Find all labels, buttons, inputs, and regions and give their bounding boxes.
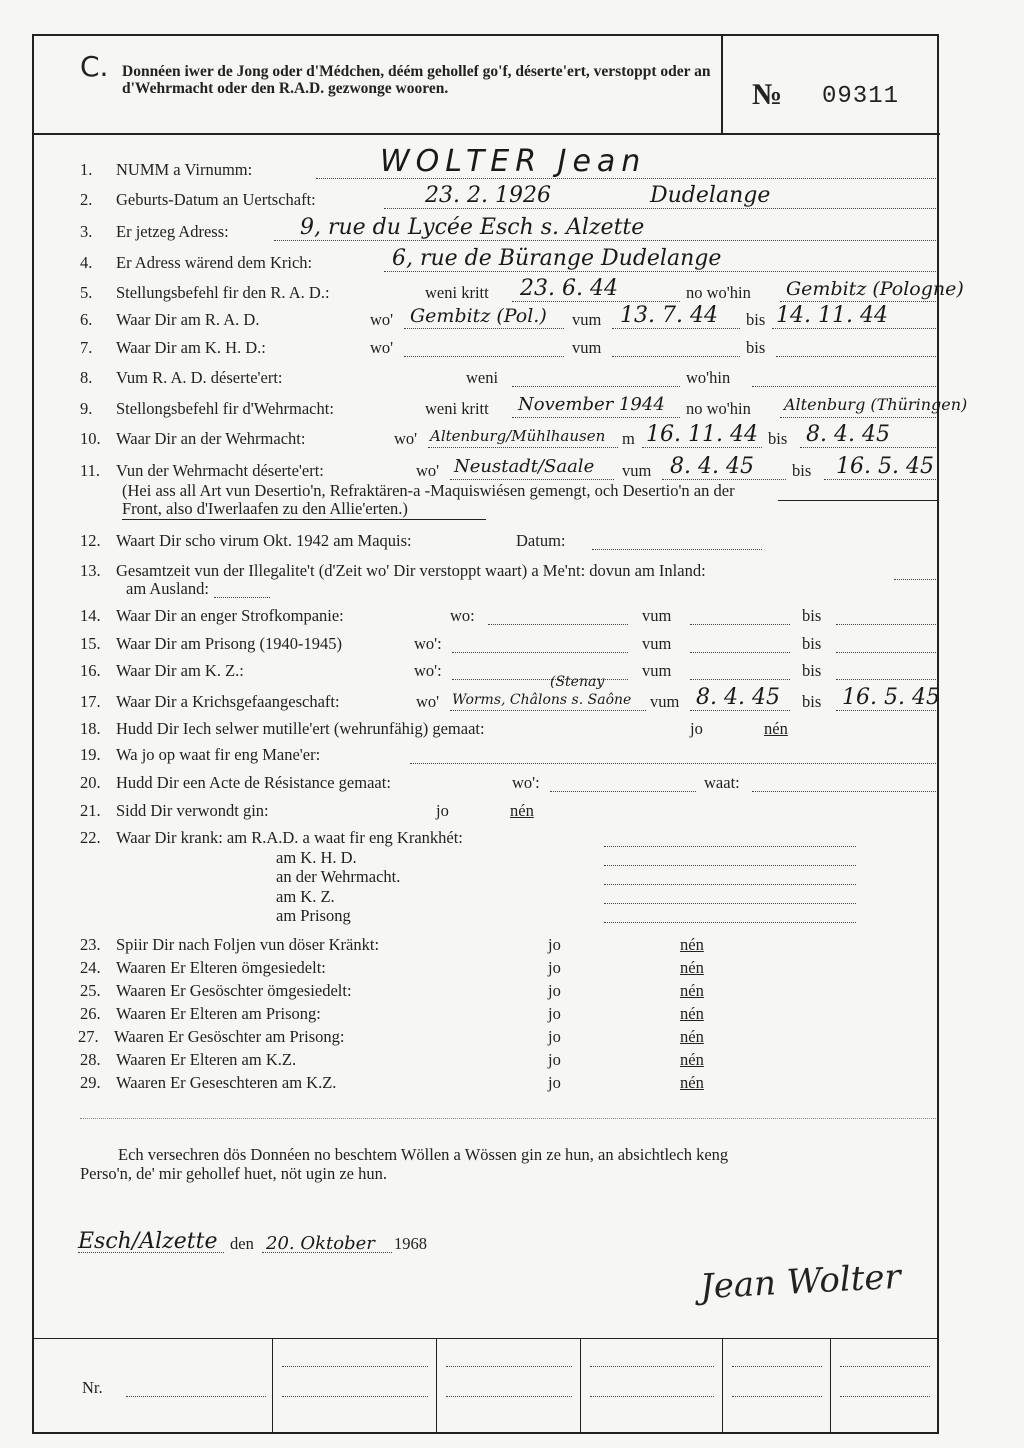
item-2: 2. Geburts-Datum an Uertschaft: (80, 190, 316, 209)
form-text: no wo'hin (686, 399, 751, 418)
fill-line (404, 328, 564, 329)
fill-line (404, 356, 564, 357)
form-text: bis (802, 606, 822, 625)
item-17: 17. Waar Dir a Krichsgefaangeschaft: (80, 692, 340, 711)
handwritten-entry: 16. 5. 45 (836, 454, 934, 479)
form-text (722, 1338, 723, 1434)
fill-line (274, 240, 936, 241)
fill-line (384, 208, 936, 209)
form-text: wo' (416, 461, 440, 480)
item-29: 29. Waaren Er Geseschteren am K.Z. (80, 1073, 337, 1092)
form-text: an der Wehrmacht. (276, 867, 401, 886)
item-1: 1. NUMM a Virnumm: (80, 160, 253, 179)
form-text: jo (548, 1050, 561, 1069)
form-text (436, 1338, 437, 1434)
fill-line (612, 356, 740, 357)
fill-line (752, 791, 936, 792)
form-text: bis (768, 429, 788, 448)
form-text: nén (680, 1004, 704, 1023)
form-text: no wo'hin (686, 283, 751, 302)
form-text: weni kritt (425, 399, 489, 418)
fill-line (450, 479, 614, 480)
form-text: Datum: (516, 531, 566, 550)
fill-line (690, 652, 790, 653)
section-title: Donnéen iwer de Jong oder d'Médchen, déém gehollef go'f, déserte'ert, verstoppt oder an d'Wehrmacht oder den R.A.D. gezwonge wooren. (122, 63, 711, 97)
handwritten-entry: 23. 6. 44 (520, 276, 618, 301)
fill-line (590, 1366, 714, 1367)
form-text: vum (622, 461, 652, 480)
item-19: 19. Wa jo op waat fir eng Mane'er: (80, 745, 321, 764)
item-7: 7. Waar Dir am K. H. D.: (80, 338, 266, 357)
fill-line (662, 479, 786, 480)
form-text: wo': (512, 773, 540, 792)
fill-line (780, 301, 936, 302)
header-divider (34, 133, 940, 135)
fill-line (214, 597, 270, 598)
form-text: wo' (416, 692, 440, 711)
handwritten-entry: (Stenay (550, 674, 605, 690)
form-text: wo': (414, 634, 442, 653)
item-9: 9. Stellongsbefehl fir d'Wehrmacht: (80, 399, 334, 418)
fill-line (262, 1252, 392, 1253)
form-text: waat: (704, 773, 740, 792)
fill-line (590, 1396, 714, 1397)
form-text: nén (680, 1050, 704, 1069)
form-text: den (230, 1234, 254, 1253)
form-text: wo' (370, 310, 394, 329)
fill-line (550, 791, 696, 792)
fill-line (604, 884, 856, 885)
fill-line (836, 652, 936, 653)
form-text (778, 500, 938, 501)
fill-line (836, 624, 936, 625)
handwritten-entry: Gembitz (Pol.) (410, 305, 547, 327)
form-text: am Ausland: (126, 579, 209, 598)
item-25: 25. Waaren Er Gesöschter ömgesiedelt: (80, 981, 352, 1000)
fill-line (592, 549, 762, 550)
signature: Jean Wolter (699, 1256, 902, 1308)
handwritten-entry: 13. 7. 44 (620, 303, 718, 328)
fill-line (800, 447, 936, 448)
item-24: 24. Waaren Er Elteren ömgesiedelt: (80, 958, 326, 977)
fill-line (780, 417, 936, 418)
handwritten-entry: Altenburg (Thüringen) (784, 395, 968, 414)
form-text: nén (680, 1027, 704, 1046)
number-sign: № (752, 78, 783, 111)
item-14: 14. Waar Dir an enger Strofkompanie: (80, 606, 344, 625)
declaration-divider (80, 1118, 936, 1119)
birth-date-value: 23. 2. 1926 (425, 183, 551, 208)
item-5: 5. Stellungsbefehl fir den R. A. D.: (80, 283, 330, 302)
fill-line (512, 417, 680, 418)
form-text: bis (802, 661, 822, 680)
handwritten-entry: 8. 4. 45 (806, 422, 890, 447)
form-text: wo: (450, 606, 475, 625)
item-22: 22. Waar Dir krank: am R.A.D. a waat fir eng Krankhét: (80, 828, 463, 847)
fill-line (732, 1396, 822, 1397)
form-text: am K. Z. (276, 887, 335, 906)
form-text: vum (642, 606, 672, 625)
header-number-divider (721, 34, 723, 134)
fill-line (840, 1366, 930, 1367)
item-4: 4. Er Adress wärend dem Krich: (80, 253, 313, 272)
item-12: 12. Waart Dir scho virum Okt. 1942 am Maquis: (80, 531, 412, 550)
form-text: bis (746, 310, 766, 329)
fill-line (824, 479, 936, 480)
handwritten-entry: 8. 4. 45 (670, 454, 754, 479)
handwritten-entry: November 1944 (518, 394, 665, 415)
item-28: 28. Waaren Er Elteren am K.Z. (80, 1050, 297, 1069)
fill-line (772, 328, 936, 329)
fill-line (282, 1396, 428, 1397)
handwritten-entry: 14. 11. 44 (776, 303, 888, 328)
form-text (580, 1338, 581, 1434)
fill-line (282, 1366, 428, 1367)
item-3: 3. Er jetzeg Adress: (80, 222, 229, 241)
fill-line (836, 679, 936, 680)
item-15: 15. Waar Dir am Prisong (1940-1945) (80, 634, 342, 653)
form-text: weni (466, 368, 499, 387)
current-address-value: 9, rue du Lycée Esch s. Alzette (300, 215, 645, 240)
fill-line (732, 1366, 822, 1367)
form-text: nén (680, 1073, 704, 1092)
fill-line (126, 1396, 266, 1397)
item-16: 16. Waar Dir am K. Z.: (80, 661, 244, 680)
item-20: 20. Hudd Dir een Acte de Résistance gemaat: (80, 773, 391, 792)
item-27: 27. Waaren Er Gesöschter am Prisong: (78, 1027, 345, 1046)
form-text: nén (680, 935, 704, 954)
form-text: m (622, 429, 635, 448)
birth-place-value: Dudelange (650, 183, 771, 208)
fill-line (512, 301, 680, 302)
handwritten-entry: 16. 11. 44 (646, 422, 758, 447)
fill-line (384, 271, 936, 272)
form-text: nén (680, 981, 704, 1000)
form-text: wo' (370, 338, 394, 357)
handwritten-entry: Worms, Châlons s. Saône (452, 692, 632, 708)
form-text: 1968 (394, 1234, 427, 1253)
fill-line (836, 710, 936, 711)
item-21-answer: nén (510, 801, 534, 820)
form-text: jo (548, 1073, 561, 1092)
form-text: jo (548, 1027, 561, 1046)
handwritten-entry: Altenburg/Mühlhausen (430, 427, 606, 445)
item-13: 13. Gesamtzeit vun der Illegalite't (d'Zeit wo' Dir verstoppt waart) a Me'nt: dovun am Inland: (80, 561, 706, 580)
fill-line (512, 386, 680, 387)
form-text: bis (792, 461, 812, 480)
fill-line (604, 903, 856, 904)
handwritten-entry: Neustadt/Saale (454, 456, 595, 477)
form-text: bis (802, 634, 822, 653)
handwritten-entry: 16. 5. 45 (842, 685, 940, 710)
form-text: jo (690, 719, 703, 738)
fill-line (612, 328, 740, 329)
form-text: wo' (394, 429, 418, 448)
form-text: jo (548, 935, 561, 954)
form-text: wo'hin (686, 368, 731, 387)
form-text: am Prisong (276, 906, 351, 925)
item-6: 6. Waar Dir am R. A. D. (80, 310, 260, 329)
fill-line (488, 624, 628, 625)
declaration-line-2: Perso'n, de' mir gehollef huet, nöt ugin ze hun. (80, 1164, 388, 1183)
place-value: Esch/Alzette (78, 1229, 218, 1254)
item-10: 10. Waar Dir an der Wehrmacht: (80, 429, 306, 448)
form-text: vum (642, 661, 672, 680)
footer-divider (34, 1338, 937, 1339)
form-text: Front, also d'Iwerlaafen zu den Allie'erten.) (122, 499, 408, 518)
form-text: jo (436, 801, 449, 820)
fill-line (752, 386, 936, 387)
item-11: 11. Vun der Wehrmacht déserte'ert: (80, 461, 324, 480)
footer-nr: Nr. (82, 1378, 103, 1397)
fill-line (446, 1366, 572, 1367)
item-26: 26. Waaren Er Elteren am Prisong: (80, 1004, 321, 1023)
fill-line (78, 1252, 224, 1253)
form-text: bis (802, 692, 822, 711)
fill-line (690, 624, 790, 625)
fill-line (840, 1396, 930, 1397)
form-text: vum (650, 692, 680, 711)
handwritten-entry: 8. 4. 45 (696, 685, 780, 710)
fill-line (452, 652, 628, 653)
form-text: vum (572, 310, 602, 329)
item-8: 8. Vum R. A. D. déserte'ert: (80, 368, 283, 387)
form-text: jo (548, 1004, 561, 1023)
form-text (830, 1338, 831, 1434)
form-text (122, 519, 486, 520)
item-18: 18. Hudd Dir Iech selwer mutille'ert (wehrunfähig) gemaat: (80, 719, 485, 738)
war-address-value: 6, rue de Bürange Dudelange (392, 246, 722, 271)
form-text: nén (680, 958, 704, 977)
fill-line (410, 763, 936, 764)
handwritten-entry: Gembitz (Pologne) (786, 278, 964, 300)
date-value: 20. Oktober (266, 1233, 375, 1254)
fill-line (690, 679, 790, 680)
fill-line (690, 710, 790, 711)
form-text: weni kritt (425, 283, 489, 302)
form-text (272, 1338, 273, 1434)
form-text: wo': (414, 661, 442, 680)
form-text: jo (548, 958, 561, 977)
form-text: bis (746, 338, 766, 357)
item-23: 23. Spiir Dir nach Foljen vun döser Kränkt: (80, 935, 380, 954)
form-text: am K. H. D. (276, 848, 357, 867)
form-text: jo (548, 981, 561, 1000)
fill-line (604, 865, 856, 866)
fill-line (604, 922, 856, 923)
form-text: vum (572, 338, 602, 357)
fill-line (642, 447, 762, 448)
declaration-line-1: Ech versechren dös Donnéen no beschtem Wöllen a Wössen gin ze hun, an absichtlech keng (118, 1145, 729, 1164)
item-18-answer: nén (764, 719, 788, 738)
fill-line (446, 1396, 572, 1397)
fill-line (776, 356, 936, 357)
form-text: vum (642, 634, 672, 653)
section-letter: C. (80, 50, 109, 83)
fill-line (604, 846, 856, 847)
fill-line (894, 579, 936, 580)
name-value: WOLTER Jean (380, 144, 647, 179)
item-21: 21. Sidd Dir verwondt gin: (80, 801, 269, 820)
form-number: 09311 (822, 83, 900, 110)
form-text: (Hei ass all Art vun Desertio'n, Refraktären-a -Maquiswiésen gemengt, och Desertio'n an der (122, 481, 735, 500)
